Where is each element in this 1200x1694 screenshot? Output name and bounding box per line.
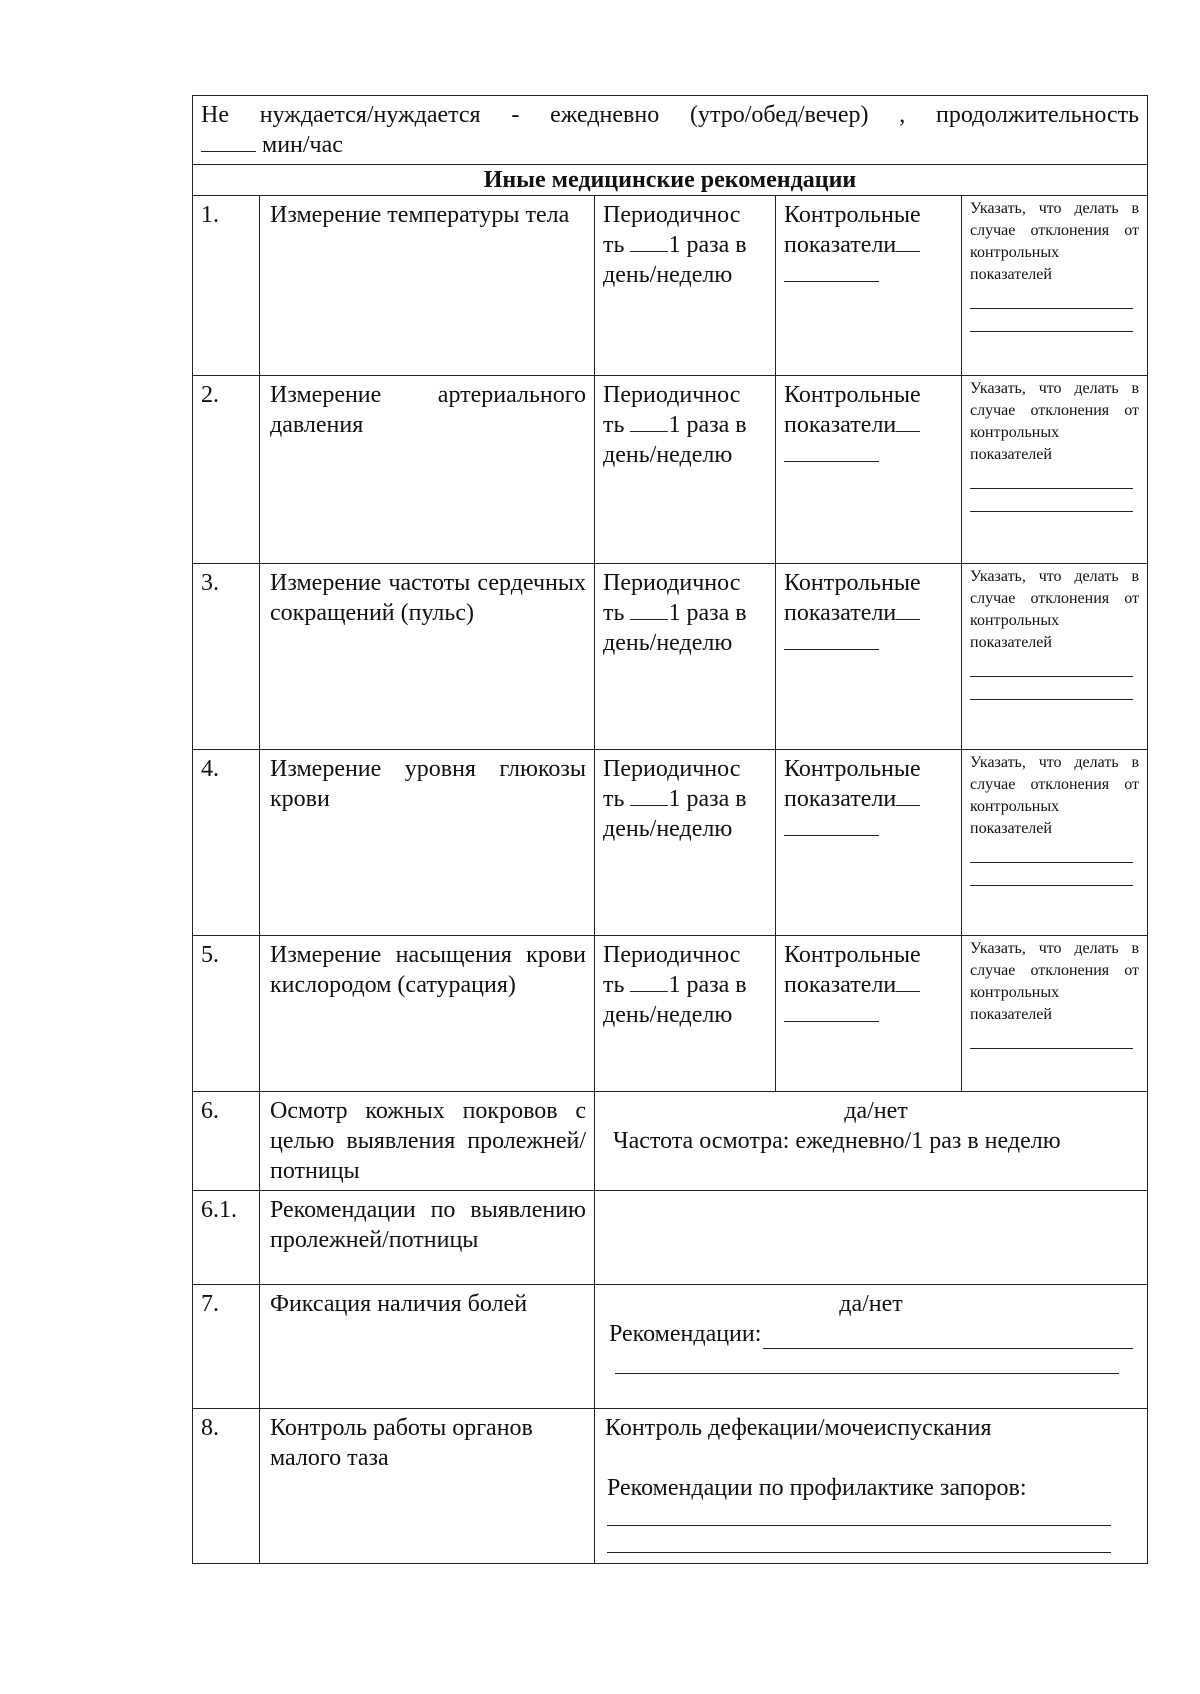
item-name: Измерение температуры тела xyxy=(260,196,595,376)
control-values-cell: Контрольные показатели xyxy=(776,750,962,936)
table-row xyxy=(193,1285,1148,1409)
control-blank xyxy=(896,251,920,252)
control-blank xyxy=(784,265,879,282)
deviation-actions-cell: Указать, что делать в случае отклонения от контрольных показателей xyxy=(962,564,1148,750)
deviation-actions-cell: Указать, что делать в случае отклонения от контрольных показателей xyxy=(962,196,1148,376)
control-values-cell: Контрольные показатели xyxy=(776,564,962,750)
answer-line xyxy=(970,1026,1133,1049)
control-blank xyxy=(784,633,879,650)
answer-line xyxy=(607,1503,1111,1526)
item-name: Осмотр кожных покровов с целью выявления пролежней/потницы xyxy=(260,1092,595,1191)
recommendations-table xyxy=(192,95,1148,1564)
needs-text: Не нуждается/нуждается - ежедневно (утро/обед/вечер) , продолжительность xyxy=(201,102,1140,128)
table-row-section-title xyxy=(193,165,1148,196)
periodicity-blank xyxy=(630,991,668,992)
control-values-cell: Контрольные показатели xyxy=(776,376,962,564)
table-row xyxy=(193,750,1148,936)
periodicity-cell: Периодичнос ть 1 раза в день/неделю xyxy=(595,564,776,750)
periodicity-blank xyxy=(630,619,668,620)
answer-line xyxy=(763,1322,1133,1349)
row-number: 4. xyxy=(193,750,260,936)
defecation-control-text: Контроль дефекации/мочеиспускания xyxy=(605,1415,992,1441)
row-number: 3. xyxy=(193,564,260,750)
control-values-cell: Контрольные показатели xyxy=(776,936,962,1092)
recommendations-empty-cell xyxy=(595,1191,1148,1285)
skin-inspection-cell xyxy=(595,1092,1148,1191)
periodicity-cell: Периодичнос ть 1 раза в день/неделю xyxy=(595,376,776,564)
control-blank xyxy=(784,445,879,462)
periodicity-blank xyxy=(630,805,668,806)
periodicity-cell: Периодичнос ть 1 раза в день/неделю xyxy=(595,750,776,936)
row-number: 5. xyxy=(193,936,260,1092)
needs-cell xyxy=(193,96,1148,165)
control-blank xyxy=(896,805,920,806)
yes-no-option: да/нет xyxy=(839,1291,903,1317)
duration-blank xyxy=(201,151,256,152)
control-values-cell: Контрольные показатели xyxy=(776,196,962,376)
control-blank xyxy=(896,991,920,992)
periodicity-cell: Периодичнос ть 1 раза в день/неделю xyxy=(595,936,776,1092)
deviation-actions-cell: Указать, что делать в случае отклонения от контрольных показателей xyxy=(962,376,1148,564)
row-number: 6.1. xyxy=(193,1191,260,1285)
item-name: Измерение уровня глюкозы крови xyxy=(260,750,595,936)
deviation-actions-cell: Указать, что делать в случае отклонения от контрольных показателей xyxy=(962,936,1148,1092)
item-name: Фиксация наличия болей xyxy=(260,1285,595,1409)
answer-line xyxy=(970,677,1133,700)
table-row xyxy=(193,196,1148,376)
answer-line xyxy=(970,489,1133,512)
item-name: Измерение артериального давления xyxy=(260,376,595,564)
table-row xyxy=(193,936,1148,1092)
prophylaxis-label: Рекомендации по профилактике запоров: xyxy=(607,1475,1027,1501)
deviation-actions-cell: Указать, что делать в случае отклонения от контрольных показателей xyxy=(962,750,1148,936)
table-row xyxy=(193,376,1148,564)
answer-line xyxy=(970,286,1133,309)
item-name: Рекомендации по выявлению пролежней/потницы xyxy=(260,1191,595,1285)
recommendations-label: Рекомендации: xyxy=(609,1321,762,1347)
table-row xyxy=(193,564,1148,750)
row-number: 7. xyxy=(193,1285,260,1409)
row-number: 2. xyxy=(193,376,260,564)
item-name: Измерение насыщения крови кислородом (сатурация) xyxy=(260,936,595,1092)
answer-line xyxy=(615,1349,1119,1374)
control-blank xyxy=(896,619,920,620)
answer-line xyxy=(970,863,1133,886)
answer-line xyxy=(970,840,1133,863)
duration-unit: мин/час xyxy=(262,132,343,158)
row-number: 1. xyxy=(193,196,260,376)
row-number: 8. xyxy=(193,1409,260,1564)
control-blank xyxy=(896,431,920,432)
periodicity-blank xyxy=(630,251,668,252)
answer-line xyxy=(970,654,1133,677)
table-row xyxy=(193,1092,1148,1191)
row-number: 6. xyxy=(193,1092,260,1191)
pain-cell xyxy=(595,1285,1148,1409)
answer-line xyxy=(970,466,1133,489)
control-blank xyxy=(784,1005,879,1022)
pelvic-control-cell xyxy=(595,1409,1148,1564)
table-row xyxy=(193,1191,1148,1285)
answer-line xyxy=(607,1526,1111,1553)
table-row-needs xyxy=(193,96,1148,165)
inspection-frequency: Частота осмотра: ежедневно/1 раз в неделю xyxy=(613,1128,1061,1154)
item-name: Измерение частоты сердечных сокращений (пульс) xyxy=(260,564,595,750)
periodicity-blank xyxy=(630,431,668,432)
table-row xyxy=(193,1409,1148,1564)
answer-line xyxy=(970,309,1133,332)
item-name: Контроль работы органов малого таза xyxy=(260,1409,595,1564)
periodicity-cell: Периодичнос ть 1 раза в день/неделю xyxy=(595,196,776,376)
section-title: Иные медицинские рекомендации xyxy=(193,165,1148,196)
yes-no-option: да/нет xyxy=(844,1098,908,1124)
control-blank xyxy=(784,819,879,836)
